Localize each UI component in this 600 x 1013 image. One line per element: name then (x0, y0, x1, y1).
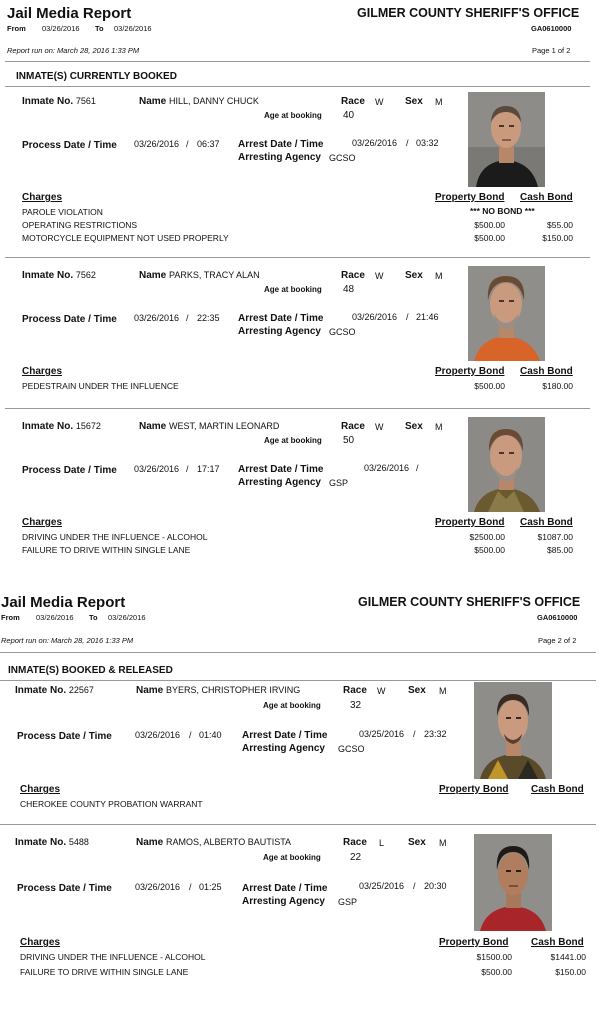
age-value: 40 (343, 110, 355, 121)
from-label: From (1, 613, 20, 622)
cash-bond-amount: $55.00 (547, 220, 573, 230)
property-bond-amount: $500.00 (474, 233, 505, 243)
inmate-no-label: Inmate No. (22, 421, 74, 432)
arrest-time: 20:30 (424, 881, 447, 891)
agency-value: GSP (338, 897, 358, 907)
cash-bond-amount: $150.00 (542, 233, 573, 243)
office-name: GILMER COUNTY SHERIFF'S OFFICE (357, 6, 580, 20)
report-title: Jail Media Report (7, 5, 132, 22)
charges-heading: Charges (22, 192, 63, 203)
property-bond-heading: Property Bond (439, 784, 509, 795)
race-value: W (375, 97, 384, 107)
sex-label: Sex (405, 270, 423, 281)
section-heading: INMATE(S) CURRENTLY BOOKED (16, 71, 177, 82)
age-value: 22 (350, 852, 362, 863)
sex-label: Sex (408, 837, 426, 848)
cash-bond-heading: Cash Bond (520, 366, 573, 377)
cash-bond-heading: Cash Bond (531, 784, 584, 795)
inmate-number: 7561 (75, 96, 96, 106)
arrest-label: Arrest Date / Time (238, 139, 324, 150)
cash-bond-amount: $150.00 (555, 967, 586, 977)
sex-label: Sex (405, 96, 423, 107)
cash-bond-heading: Cash Bond (520, 192, 573, 203)
race-value: W (377, 686, 386, 696)
process-date: 03/26/2016 (135, 882, 181, 892)
process-label: Process Date / Time (22, 314, 117, 325)
to-date: 03/26/2016 (114, 24, 152, 33)
agency-value: GCSO (329, 153, 356, 163)
inmate-name: WEST, MARTIN LEONARD (169, 421, 280, 431)
race-value: W (375, 271, 384, 281)
charges-heading: Charges (22, 366, 63, 377)
charge-description: PAROLE VIOLATION (22, 207, 103, 217)
race-label: Race (343, 837, 367, 848)
agency-value: GSP (329, 478, 349, 488)
arrest-date: 03/25/2016 (359, 729, 405, 739)
process-time: 22:35 (197, 313, 220, 323)
charge-description: PEDESTRAIN UNDER THE INFLUENCE (22, 381, 179, 391)
sex-value: M (439, 686, 447, 696)
process-label: Process Date / Time (17, 731, 112, 742)
inmate-no-label: Inmate No. (15, 837, 67, 848)
race-label: Race (341, 96, 365, 107)
age-value: 48 (343, 284, 355, 295)
no-bond-note: *** NO BOND *** (470, 206, 535, 216)
cash-bond-heading: Cash Bond (531, 937, 584, 948)
cash-bond-amount: $180.00 (542, 381, 573, 391)
property-bond-amount: $500.00 (474, 381, 505, 391)
property-bond-amount: $500.00 (474, 545, 505, 555)
name-label: Name (139, 270, 167, 281)
from-label: From (7, 24, 26, 33)
name-label: Name (139, 96, 167, 107)
agency-value: GCSO (329, 327, 356, 337)
to-label: To (89, 613, 98, 622)
arrest-label: Arrest Date / Time (238, 313, 324, 324)
process-time: 01:25 (199, 882, 222, 892)
arrest-time: 21:46 (416, 312, 439, 322)
agency-value: GCSO (338, 744, 365, 754)
property-bond-heading: Property Bond (439, 937, 509, 948)
office-name: GILMER COUNTY SHERIFF'S OFFICE (358, 595, 581, 609)
section-heading: INMATE(S) BOOKED & RELEASED (8, 665, 173, 676)
inmate-name: HILL, DANNY CHUCK (169, 96, 259, 106)
charge-description: MOTORCYCLE EQUIPMENT NOT USED PROPERLY (22, 233, 229, 243)
cash-bond-amount: $1087.00 (537, 532, 573, 542)
charge-description: OPERATING RESTRICTIONS (22, 220, 138, 230)
arrest-date: 03/25/2016 (359, 881, 405, 891)
process-label: Process Date / Time (22, 140, 117, 151)
charge-description: FAILURE TO DRIVE WITHIN SINGLE LANE (20, 967, 189, 977)
report-run-on: Report run on: March 28, 2016 1:33 PM (1, 636, 134, 645)
age-value: 50 (343, 435, 355, 446)
agency-label: Arresting Agency (238, 326, 321, 337)
property-bond-heading: Property Bond (435, 366, 505, 377)
age-label: Age at booking (263, 701, 321, 710)
process-time: 01:40 (199, 730, 222, 740)
name-label: Name (136, 837, 164, 848)
report-run-on: Report run on: March 28, 2016 1:33 PM (7, 46, 140, 55)
race-value: W (375, 422, 384, 432)
arrest-label: Arrest Date / Time (242, 883, 328, 894)
charge-description: CHEROKEE COUNTY PROBATION WARRANT (20, 799, 203, 809)
property-bond-amount: $2500.00 (469, 532, 505, 542)
agency-label: Arresting Agency (238, 477, 321, 488)
report-title: Jail Media Report (1, 594, 126, 611)
age-label: Age at booking (264, 436, 322, 445)
age-label: Age at booking (264, 285, 322, 294)
arrest-label: Arrest Date / Time (242, 730, 328, 741)
inmate-no-label: Inmate No. (15, 685, 67, 696)
to-date: 03/26/2016 (108, 613, 146, 622)
page-number: Page 1 of 2 (532, 46, 571, 55)
inmate-no-label: Inmate No. (22, 96, 74, 107)
inmate-number: 22567 (68, 685, 94, 695)
property-bond-heading: Property Bond (435, 517, 505, 528)
mugshot-photo (468, 92, 545, 187)
process-date: 03/26/2016 (135, 730, 181, 740)
inmate-number: 15672 (75, 421, 101, 431)
cash-bond-amount: $85.00 (547, 545, 573, 555)
inmate-name: PARKS, TRACY ALAN (169, 270, 260, 280)
agency-label: Arresting Agency (242, 896, 325, 907)
charges-heading: Charges (20, 937, 61, 948)
process-date: 03/26/2016 (134, 313, 180, 323)
process-time: 06:37 (197, 139, 220, 149)
page-number: Page 2 of 2 (538, 636, 577, 645)
mugshot-photo (474, 682, 552, 779)
property-bond-heading: Property Bond (435, 192, 505, 203)
sex-value: M (435, 271, 443, 281)
name-label: Name (136, 685, 164, 696)
arrest-time: 23:32 (424, 729, 447, 739)
process-label: Process Date / Time (17, 883, 112, 894)
agency-code: GA0610000 (531, 24, 572, 33)
sex-value: M (439, 838, 447, 848)
agency-label: Arresting Agency (238, 152, 321, 163)
agency-code: GA0610000 (537, 613, 578, 622)
charge-description: FAILURE TO DRIVE WITHIN SINGLE LANE (22, 545, 191, 555)
arrest-date: 03/26/2016 (364, 463, 410, 473)
race-label: Race (343, 685, 367, 696)
race-label: Race (341, 270, 365, 281)
process-date: 03/26/2016 (134, 139, 180, 149)
cash-bond-heading: Cash Bond (520, 517, 573, 528)
sex-label: Sex (405, 421, 423, 432)
sex-label: Sex (408, 685, 426, 696)
inmate-no-label: Inmate No. (22, 270, 74, 281)
age-label: Age at booking (263, 853, 321, 862)
inmate-name: RAMOS, ALBERTO BAUTISTA (166, 837, 292, 847)
charges-heading: Charges (20, 784, 61, 795)
property-bond-amount: $1500.00 (476, 952, 512, 962)
arrest-date: 03/26/2016 (352, 138, 398, 148)
race-label: Race (341, 421, 365, 432)
inmate-number: 7562 (75, 270, 96, 280)
age-value: 32 (350, 700, 362, 711)
age-label: Age at booking (264, 111, 322, 120)
cash-bond-amount: $1441.00 (550, 952, 586, 962)
arrest-time: 03:32 (416, 138, 439, 148)
sex-value: M (435, 422, 443, 432)
sex-value: M (435, 97, 443, 107)
charge-description: DRIVING UNDER THE INFLUENCE - ALCOHOL (20, 952, 206, 962)
process-time: 17:17 (197, 464, 220, 474)
from-date: 03/26/2016 (42, 24, 80, 33)
agency-label: Arresting Agency (242, 743, 325, 754)
mugshot-photo (468, 417, 545, 512)
inmate-name: BYERS, CHRISTOPHER IRVING (166, 685, 301, 695)
property-bond-amount: $500.00 (481, 967, 512, 977)
charges-heading: Charges (22, 517, 63, 528)
arrest-label: Arrest Date / Time (238, 464, 324, 475)
name-label: Name (139, 421, 167, 432)
charge-description: DRIVING UNDER THE INFLUENCE - ALCOHOL (22, 532, 208, 542)
inmate-number: 5488 (68, 837, 89, 847)
arrest-date: 03/26/2016 (352, 312, 398, 322)
to-label: To (95, 24, 104, 33)
from-date: 03/26/2016 (36, 613, 74, 622)
property-bond-amount: $500.00 (474, 220, 505, 230)
race-value: L (379, 838, 385, 848)
mugshot-photo (468, 266, 545, 361)
process-label: Process Date / Time (22, 465, 117, 476)
mugshot-photo (474, 834, 552, 931)
process-date: 03/26/2016 (134, 464, 180, 474)
